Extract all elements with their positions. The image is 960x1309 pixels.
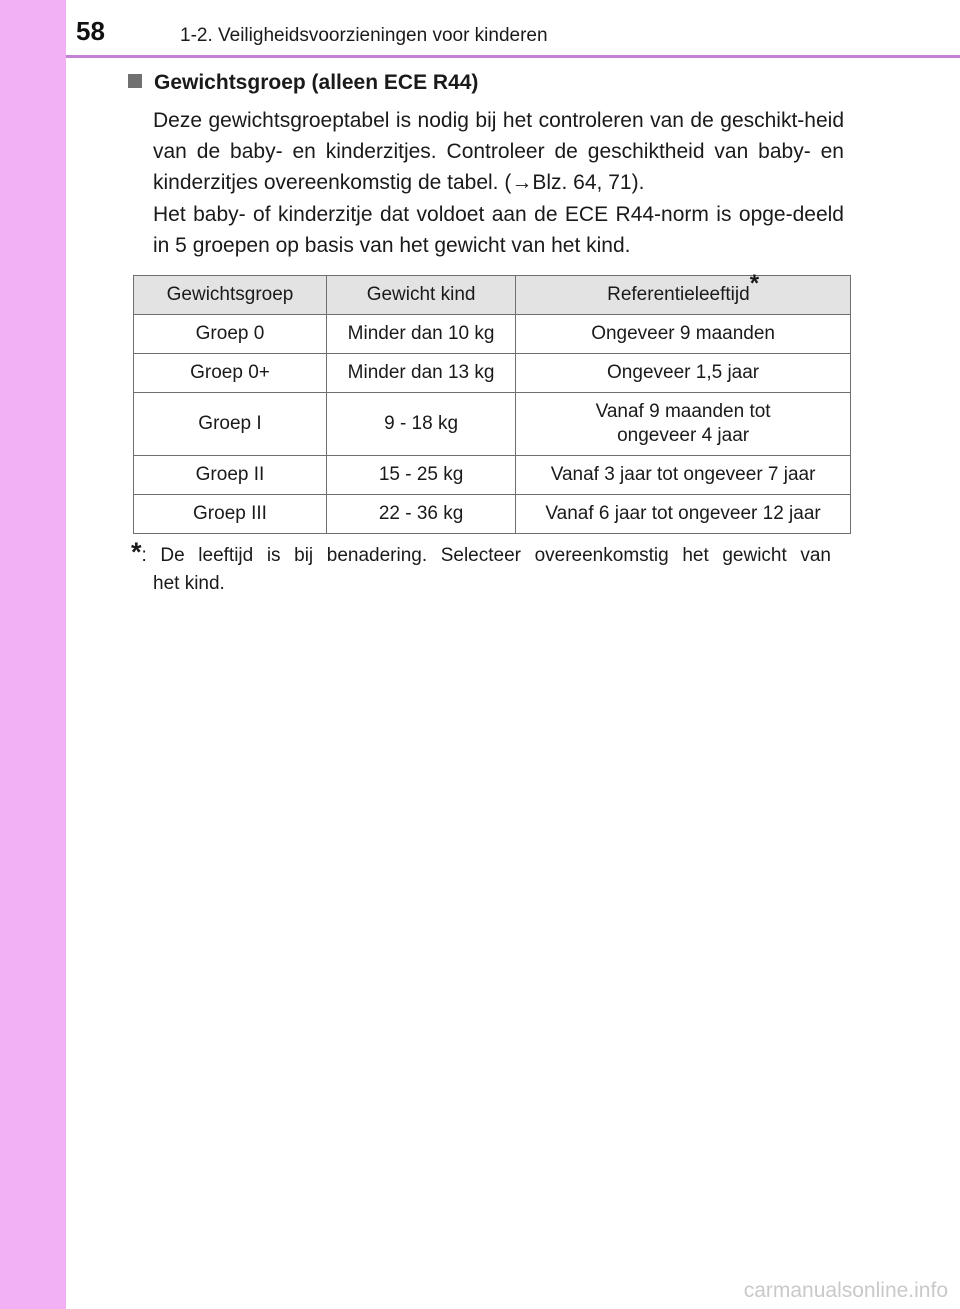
cell-weight: 22 - 36 kg [326,495,515,534]
cell-age: Ongeveer 9 maanden [516,315,851,354]
footnote-line-1 [131,538,831,570]
cell-age: Vanaf 3 jaar tot ongeveer 7 jaar [516,456,851,495]
section-heading-text: Gewichtsgroep (alleen ECE R44) [154,71,479,94]
cell-group: Groep III [134,495,327,534]
site-watermark: carmanualsonline.info [743,1279,948,1302]
column-header-weight: Gewicht kind [326,276,515,315]
section-heading [128,71,478,95]
cell-group: Groep I [134,393,327,456]
footnote-line-2: het kind. [153,573,225,594]
cell-weight: 15 - 25 kg [326,456,515,495]
cell-age [516,393,851,456]
table-row [134,393,851,456]
table-header-row [134,276,851,315]
table-row [134,495,851,534]
weight-group-table [133,269,851,534]
cell-age-line2: ongeveer 4 jaar [617,425,750,446]
footnote-text-1: : De leeftijd is bij benadering. Selecteer overeenkomstig het gewicht van [141,545,831,566]
column-header-group: Gewichtsgroep [134,276,327,315]
table-row [134,354,851,393]
page-number: 58 [76,16,105,46]
table-row [134,456,851,495]
chapter-title: 1-2. Veiligheidsvoorzieningen voor kinderen [180,25,548,46]
cell-age: Ongeveer 1,5 jaar [516,354,851,393]
table-footnote [131,538,831,598]
header-divider [66,55,960,58]
column-header-age-text: Referentieleeftijd [607,284,750,305]
intro-paragraph: Deze gewichtsgroeptabel is nodig bij het controleren van de geschikt-heid van de baby- en kinderzitjes. Controleer de geschiktheid van baby- en kinderzitjes overeenkomstig de tabel. (→Blz. 64, 71). [153,109,844,194]
cell-age-line1: Vanaf 9 maanden tot [595,401,771,422]
square-bullet-icon [128,74,142,88]
table-row [134,315,851,354]
footnote-marker: * [749,269,760,297]
cell-weight: Minder dan 13 kg [326,354,515,393]
groups-paragraph: Het baby- of kinderzitje dat voldoet aan de ECE R44-norm is opge-deeld in 5 groepen op basis van het gewicht van het kind. [153,203,844,257]
cell-group: Groep II [134,456,327,495]
cell-group: Groep 0+ [134,354,327,393]
cell-age: Vanaf 6 jaar tot ongeveer 12 jaar [516,495,851,534]
cell-weight: 9 - 18 kg [326,393,515,456]
cell-group: Groep 0 [134,315,327,354]
side-tab-strip [0,0,66,1309]
cell-weight: Minder dan 10 kg [326,315,515,354]
column-header-age [516,269,851,315]
footnote-star: * [131,537,142,567]
